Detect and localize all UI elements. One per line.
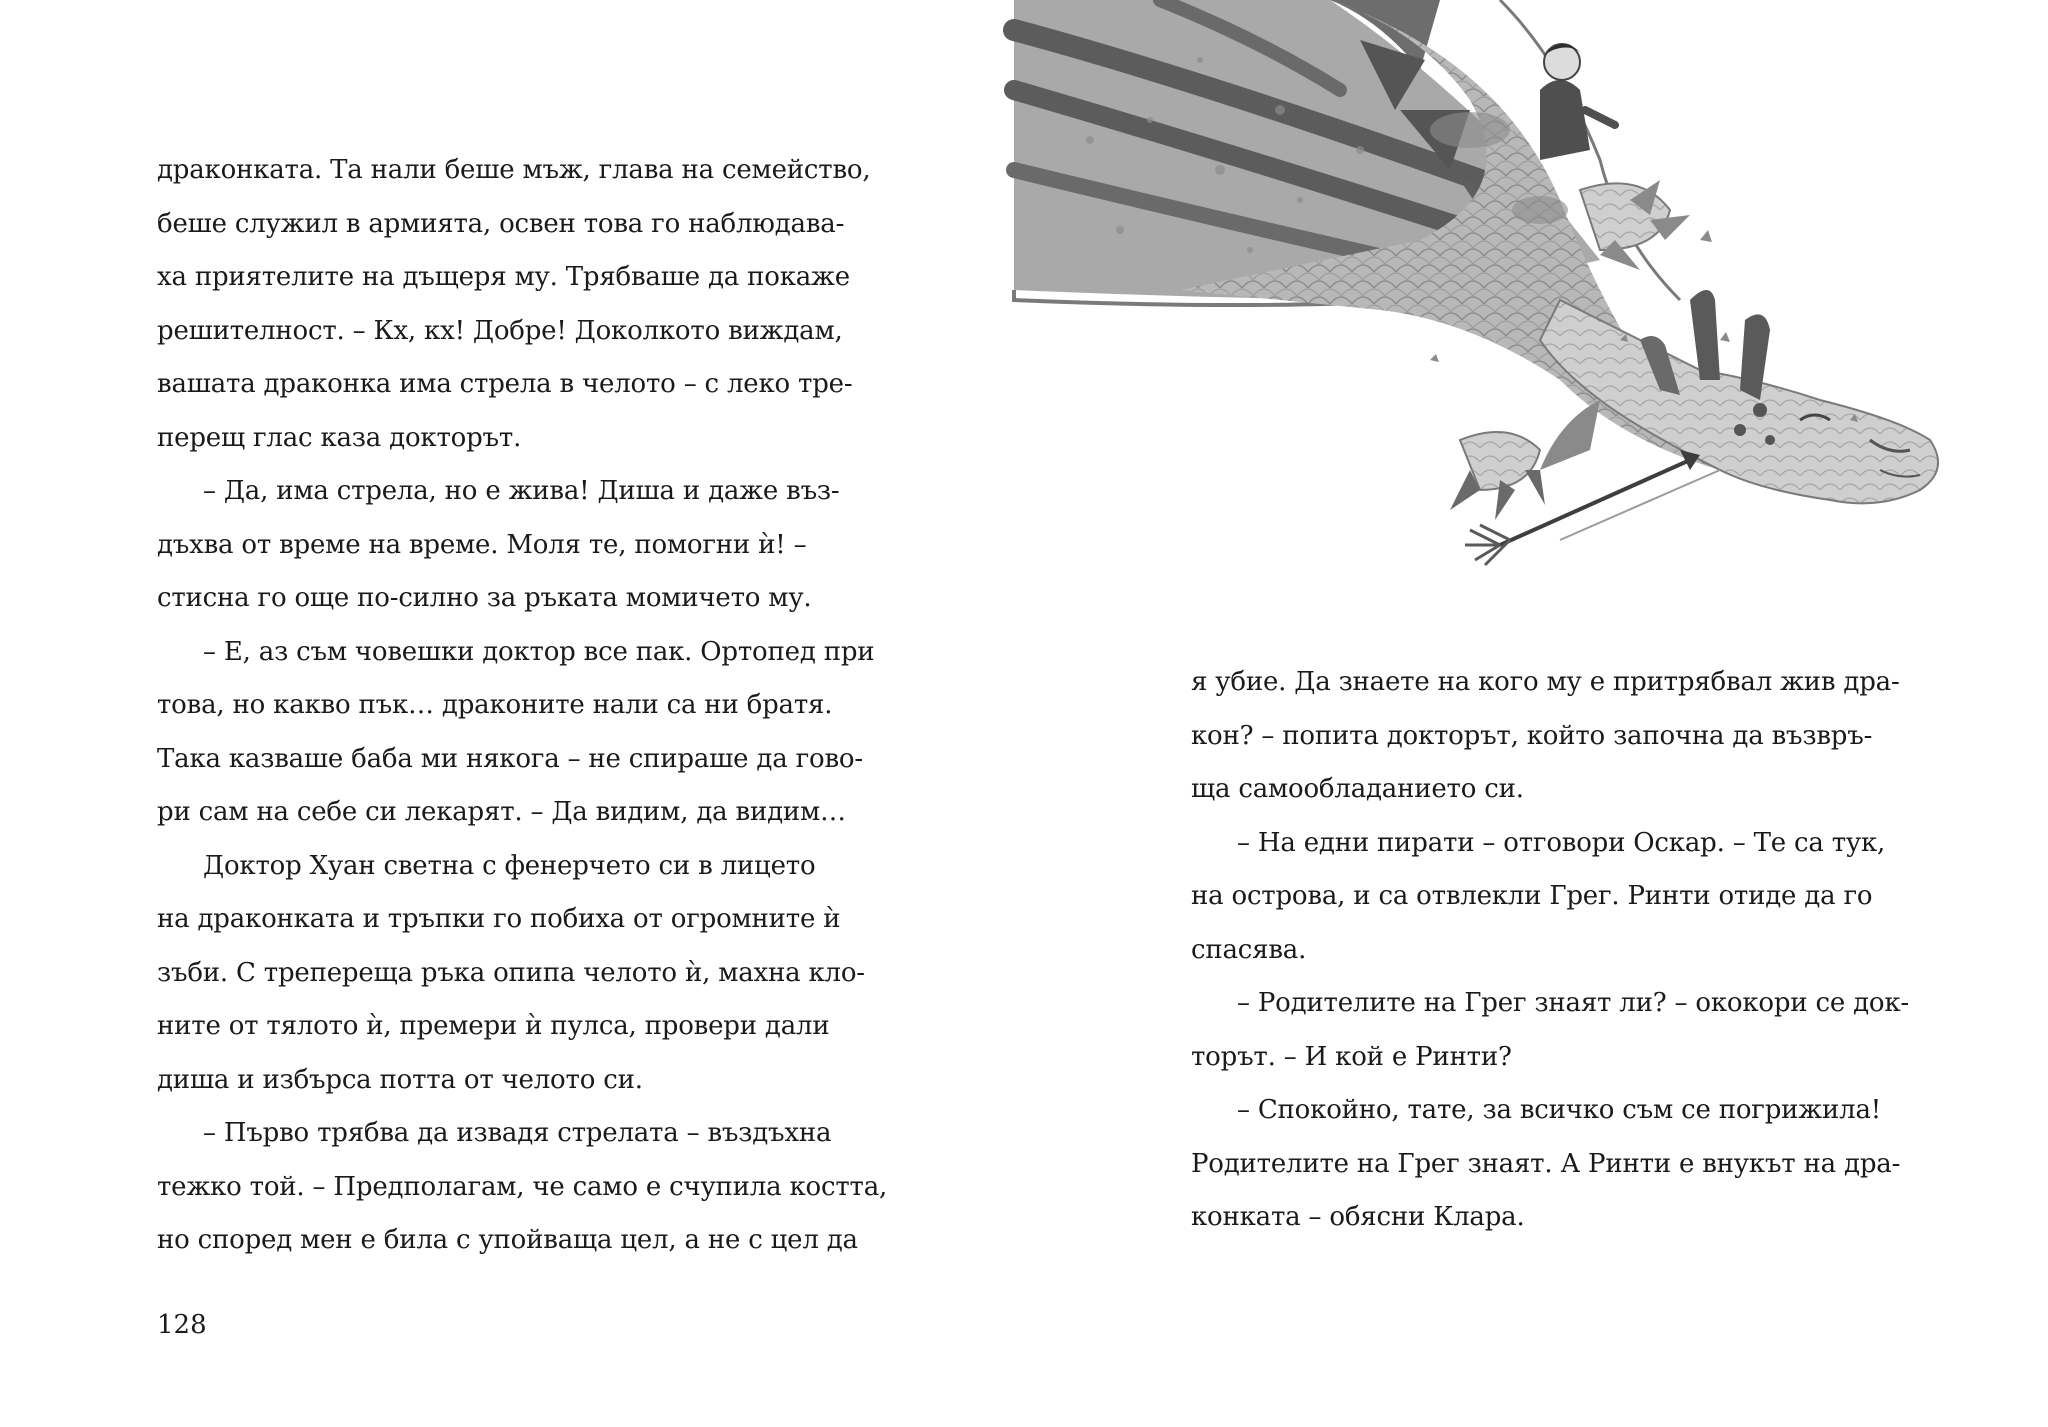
text-line: ните от тялото ѝ, премери ѝ пулса, провери дали (157, 1011, 830, 1041)
page-number: 128 (157, 1310, 207, 1340)
text-line: тежко той. – Предполагам, че само е счупила костта, (157, 1171, 888, 1202)
text-line: ха приятелите на дъщеря му. Трябваше да покаже (157, 262, 850, 292)
text-line: спасява. (1191, 934, 1307, 965)
text-line: диша и избърса потта от челото си. (157, 1064, 643, 1095)
text-line: – Спокойно, тате, за всичко съм се погрижила! (1237, 1095, 1881, 1125)
text-line: вашата драконка има стрела в челото – с леко тре- (157, 369, 853, 399)
text-line: Доктор Хуан светна с фенерчето си в лицето (203, 850, 816, 881)
right-page-text (1191, 656, 1931, 1245)
text-line: кон? – попита докторът, който започна да възвръ- (1191, 720, 1873, 751)
text-line: на драконката и тръпки го побиха от огромните ѝ (157, 904, 841, 934)
text-line: беше служил в армията, освен това го наблюдава- (157, 208, 845, 239)
text-line: решителност. – Кх, кх! Добре! Доколкото виждам, (157, 315, 843, 346)
dragon-illustration (1000, 0, 1980, 620)
boy-rider (1540, 44, 1615, 160)
text-line: ри сам на себе си лекарят. – Да видим, да видим… (157, 797, 846, 827)
text-line: перещ глас каза докторът. (157, 422, 522, 453)
text-line: това, но какво пък… драконите нали са ни братя. (157, 690, 833, 720)
left-page (0, 0, 1014, 1427)
text-line: драконката. Та нали беше мъж, глава на семейство, (157, 155, 871, 185)
text-line: на острова, и са отвлекли Грег. Ринти отиде да го (1191, 881, 1873, 911)
right-page (1014, 0, 2048, 1427)
text-line: дъхва от време на време. Моля те, помогни ѝ! – (157, 529, 807, 560)
text-line: – Да, има стрела, но е жива! Диша и даже въз- (203, 476, 840, 506)
text-line: – Е, аз съм човешки доктор все пак. Ортопед при (203, 636, 875, 667)
text-line: – Първо трябва да извадя стрелата – въздъхна (203, 1118, 832, 1148)
left-page-text (157, 144, 888, 1268)
dragon-lower-claw (1450, 432, 1545, 520)
text-line: но според мен е била с упойваща цел, а не с цел да (157, 1225, 858, 1255)
text-line: конката – обясни Клара. (1191, 1202, 1525, 1232)
text-line: – На едни пирати – отговори Оскар. – Те са тук, (1237, 827, 1886, 858)
text-line: Така казваше баба ми някога – не спираше да гово- (157, 743, 863, 774)
text-line: зъби. С трепереща ръка опипа челото ѝ, махна кло- (157, 957, 865, 988)
dragon-head (1540, 290, 1938, 503)
text-line: ща самообладанието си. (1191, 774, 1524, 804)
text-line: стисна го още по-силно за ръката момичето му. (157, 583, 812, 613)
text-line: – Родителите на Грег знаят ли? – ококори се док- (1237, 988, 1910, 1018)
text-line: я убие. Да знаете на кого му е притрябвал жив дра- (1191, 667, 1900, 697)
text-line: торът. – И кой е Ринти? (1191, 1041, 1512, 1072)
text-line: Родителите на Грег знаят. А Ринти е внукът на дра- (1191, 1148, 1901, 1179)
